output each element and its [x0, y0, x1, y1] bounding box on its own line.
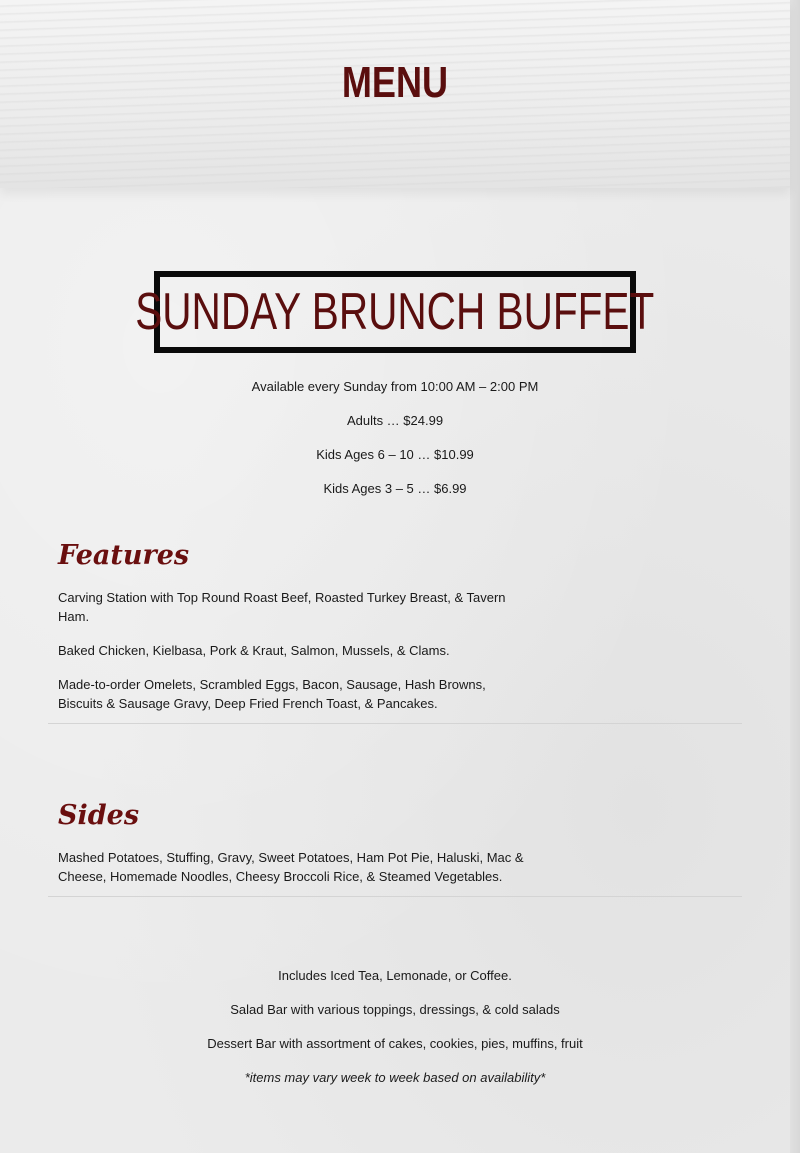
- page-edge: [790, 0, 800, 1153]
- sides-text: Mashed Potatoes, Stuffing, Gravy, Sweet Potatoes, Ham Pot Pie, Haluski, Mac & Cheese, Homemade Noodles, Cheesy Broccoli Rice, & Steamed Vegetables.: [58, 850, 524, 884]
- buffet-title-box: [135, 271, 655, 353]
- buffet-title: SUNDAY BRUNCH BUFFET: [135, 283, 655, 341]
- price-kids-3-5: Kids Ages 3 – 5 … $6.99: [323, 481, 467, 496]
- salad-bar-text: Salad Bar with various toppings, dressings, & cold salads: [230, 1002, 560, 1017]
- availability-text: Available every Sunday from 10:00 AM – 2:00 PM: [251, 379, 539, 394]
- price-adults: Adults … $24.99: [346, 413, 444, 428]
- section-divider: [48, 723, 742, 724]
- drinks-text: Includes Iced Tea, Lemonade, or Coffee.: [278, 968, 512, 983]
- price-kids-6-10: Kids Ages 6 – 10 … $10.99: [316, 447, 474, 462]
- feature-item: Made-to-order Omelets, Scrambled Eggs, Bacon, Sausage, Hash Browns, Biscuits & Sausage Gravy, Deep Fried French Toast, & Pancakes.: [58, 677, 486, 711]
- features-heading: Features: [58, 540, 190, 571]
- sides-heading: Sides: [58, 800, 140, 831]
- feature-item: Carving Station with Top Round Roast Beef, Roasted Turkey Breast, & Tavern Ham.: [58, 590, 506, 624]
- section-divider: [48, 896, 742, 897]
- page-title: MENU: [341, 58, 449, 107]
- header-banner: [0, 0, 790, 188]
- dessert-bar-text: Dessert Bar with assortment of cakes, cookies, pies, muffins, fruit: [207, 1036, 583, 1051]
- feature-item: Baked Chicken, Kielbasa, Pork & Kraut, Salmon, Mussels, & Clams.: [58, 643, 450, 658]
- availability-note: *items may vary week to week based on availability*: [244, 1070, 546, 1085]
